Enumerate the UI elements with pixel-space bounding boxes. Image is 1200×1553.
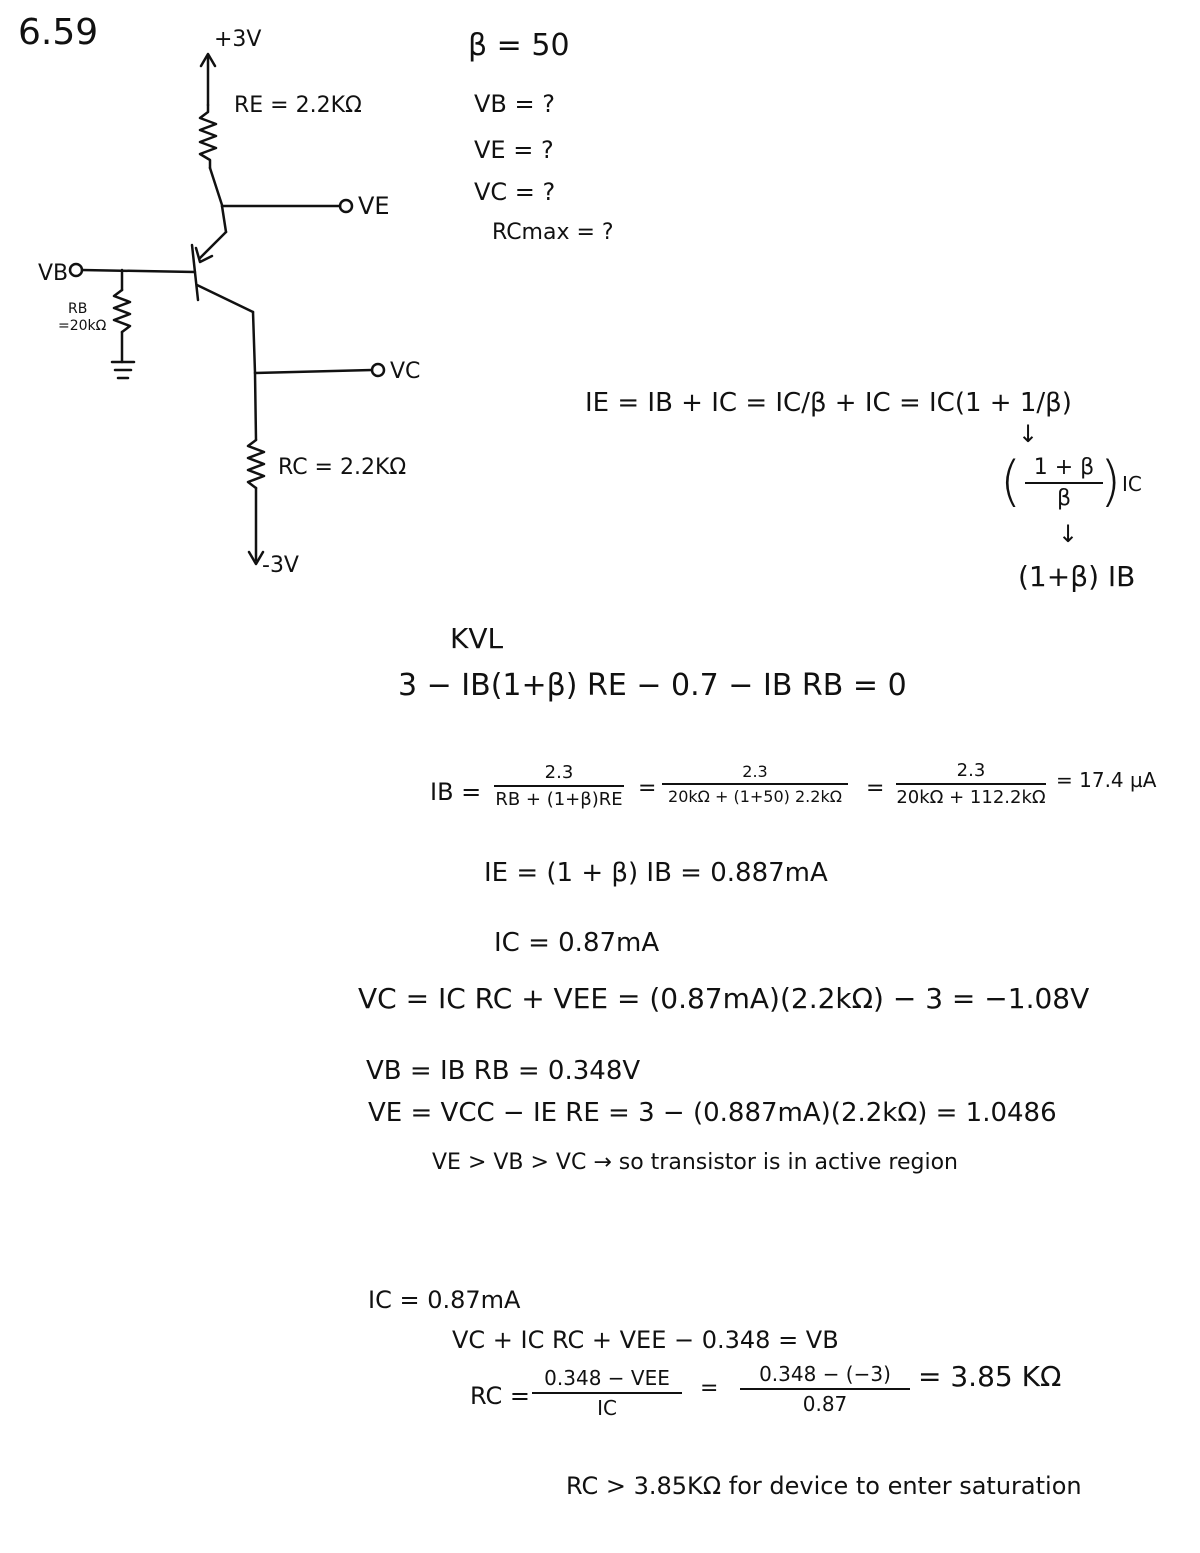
emitter-lead xyxy=(222,206,226,232)
rc-fraction-2 xyxy=(740,1362,910,1416)
fraction-1-plus-beta-over-beta xyxy=(1025,455,1103,511)
kvl-title: KVL xyxy=(450,622,504,655)
arrow-2: ↓ xyxy=(1058,520,1079,548)
arrow-1: ↓ xyxy=(1018,420,1039,448)
vb-label: VB xyxy=(38,261,69,286)
rc-eq-sign: = xyxy=(700,1376,719,1401)
collector-lead xyxy=(197,285,253,312)
ic-equation: IC = 0.87mA xyxy=(494,928,660,958)
ve-equation: VE = VCC − IE RE = 3 − (0.887mA)(2.2kΩ) = 1.0486 xyxy=(368,1098,1057,1128)
vc-wire xyxy=(255,370,372,373)
sat-ic: IC = 0.87mA xyxy=(368,1286,521,1314)
supply-top-label: +3V xyxy=(214,27,262,52)
vb-terminal xyxy=(70,264,82,276)
question-ve: VE = ? xyxy=(474,136,554,164)
sat-kvl-equation: VC + IC RC + VEE − 0.348 = VB xyxy=(452,1326,839,1354)
re-resistor xyxy=(200,105,216,168)
re-label: RE = 2.2KΩ xyxy=(234,93,362,118)
region-conclusion: VE > VB > VC → so transistor is in active region xyxy=(432,1150,958,1175)
rc-f2-den: 0.87 xyxy=(802,1392,848,1416)
base-wire xyxy=(82,270,195,272)
final-conclusion: RC > 3.85KΩ for device to enter saturation xyxy=(566,1472,1082,1500)
ib-f1-num: 2.3 xyxy=(494,762,624,787)
ib-fraction-2 xyxy=(662,762,848,806)
question-rcmax: RCmax = ? xyxy=(492,220,614,245)
ib-eq-2: = xyxy=(866,776,885,801)
rc-lhs: RC = xyxy=(470,1382,530,1410)
paren-open: ( xyxy=(1000,450,1022,513)
rc-fraction-1 xyxy=(532,1366,682,1420)
ib-f2-den: 20kΩ + (1+50) 2.2kΩ xyxy=(668,787,842,806)
rc-label: RC = 2.2KΩ xyxy=(278,455,407,480)
rc-f1-den: IC xyxy=(597,1396,617,1420)
vb-equation: VB = IB RB = 0.348V xyxy=(366,1056,641,1086)
rc-f1-num: 0.348 − VEE xyxy=(532,1366,682,1394)
ib-fraction-1 xyxy=(494,762,624,810)
current-result: (1+β) IB xyxy=(1018,560,1136,593)
rc-resistor xyxy=(248,440,264,488)
ve-label: VE xyxy=(358,192,390,220)
rb-label-1: RB xyxy=(68,301,88,317)
vc-equation: VC = IC RC + VEE = (0.87mA)(2.2kΩ) − 3 = −1.08V xyxy=(358,982,1090,1015)
rc-f2-num: 0.348 − (−3) xyxy=(740,1362,910,1390)
supply-bottom-label: -3V xyxy=(262,553,299,578)
ib-result: = 17.4 µA xyxy=(1056,768,1157,792)
vc-label: VC xyxy=(390,359,421,384)
ib-lhs: IB = xyxy=(430,778,482,806)
ib-f2-num: 2.3 xyxy=(662,762,848,785)
rb-resistor xyxy=(114,290,130,332)
rc-result: = 3.85 KΩ xyxy=(918,1360,1062,1393)
fraction-num: 1 + β xyxy=(1025,455,1103,484)
given-beta: β = 50 xyxy=(468,28,570,63)
current-relation: IE = IB + IC = IC/β + IC = IC(1 + 1/β) xyxy=(585,388,1072,418)
problem-number: 6.59 xyxy=(18,12,99,53)
rb-label-2: =20kΩ xyxy=(58,318,107,334)
ib-f3-num: 2.3 xyxy=(896,760,1046,785)
ie-equation: IE = (1 + β) IB = 0.887mA xyxy=(484,858,828,888)
ib-fraction-3 xyxy=(896,760,1046,808)
paren-close: ) xyxy=(1100,450,1122,513)
ib-eq-1: = xyxy=(638,776,657,801)
question-vb: VB = ? xyxy=(474,90,555,118)
ve-terminal xyxy=(340,200,352,212)
ib-f1-den: RB + (1+β)RE xyxy=(495,789,623,810)
question-vc: VC = ? xyxy=(474,178,556,206)
ib-f3-den: 20kΩ + 112.2kΩ xyxy=(896,787,1046,808)
kvl-equation: 3 − IB(1+β) RE − 0.7 − IB RB = 0 xyxy=(398,668,907,703)
fraction-den: β xyxy=(1056,486,1072,511)
vc-terminal xyxy=(372,364,384,376)
fraction-suffix: IC xyxy=(1122,472,1142,496)
